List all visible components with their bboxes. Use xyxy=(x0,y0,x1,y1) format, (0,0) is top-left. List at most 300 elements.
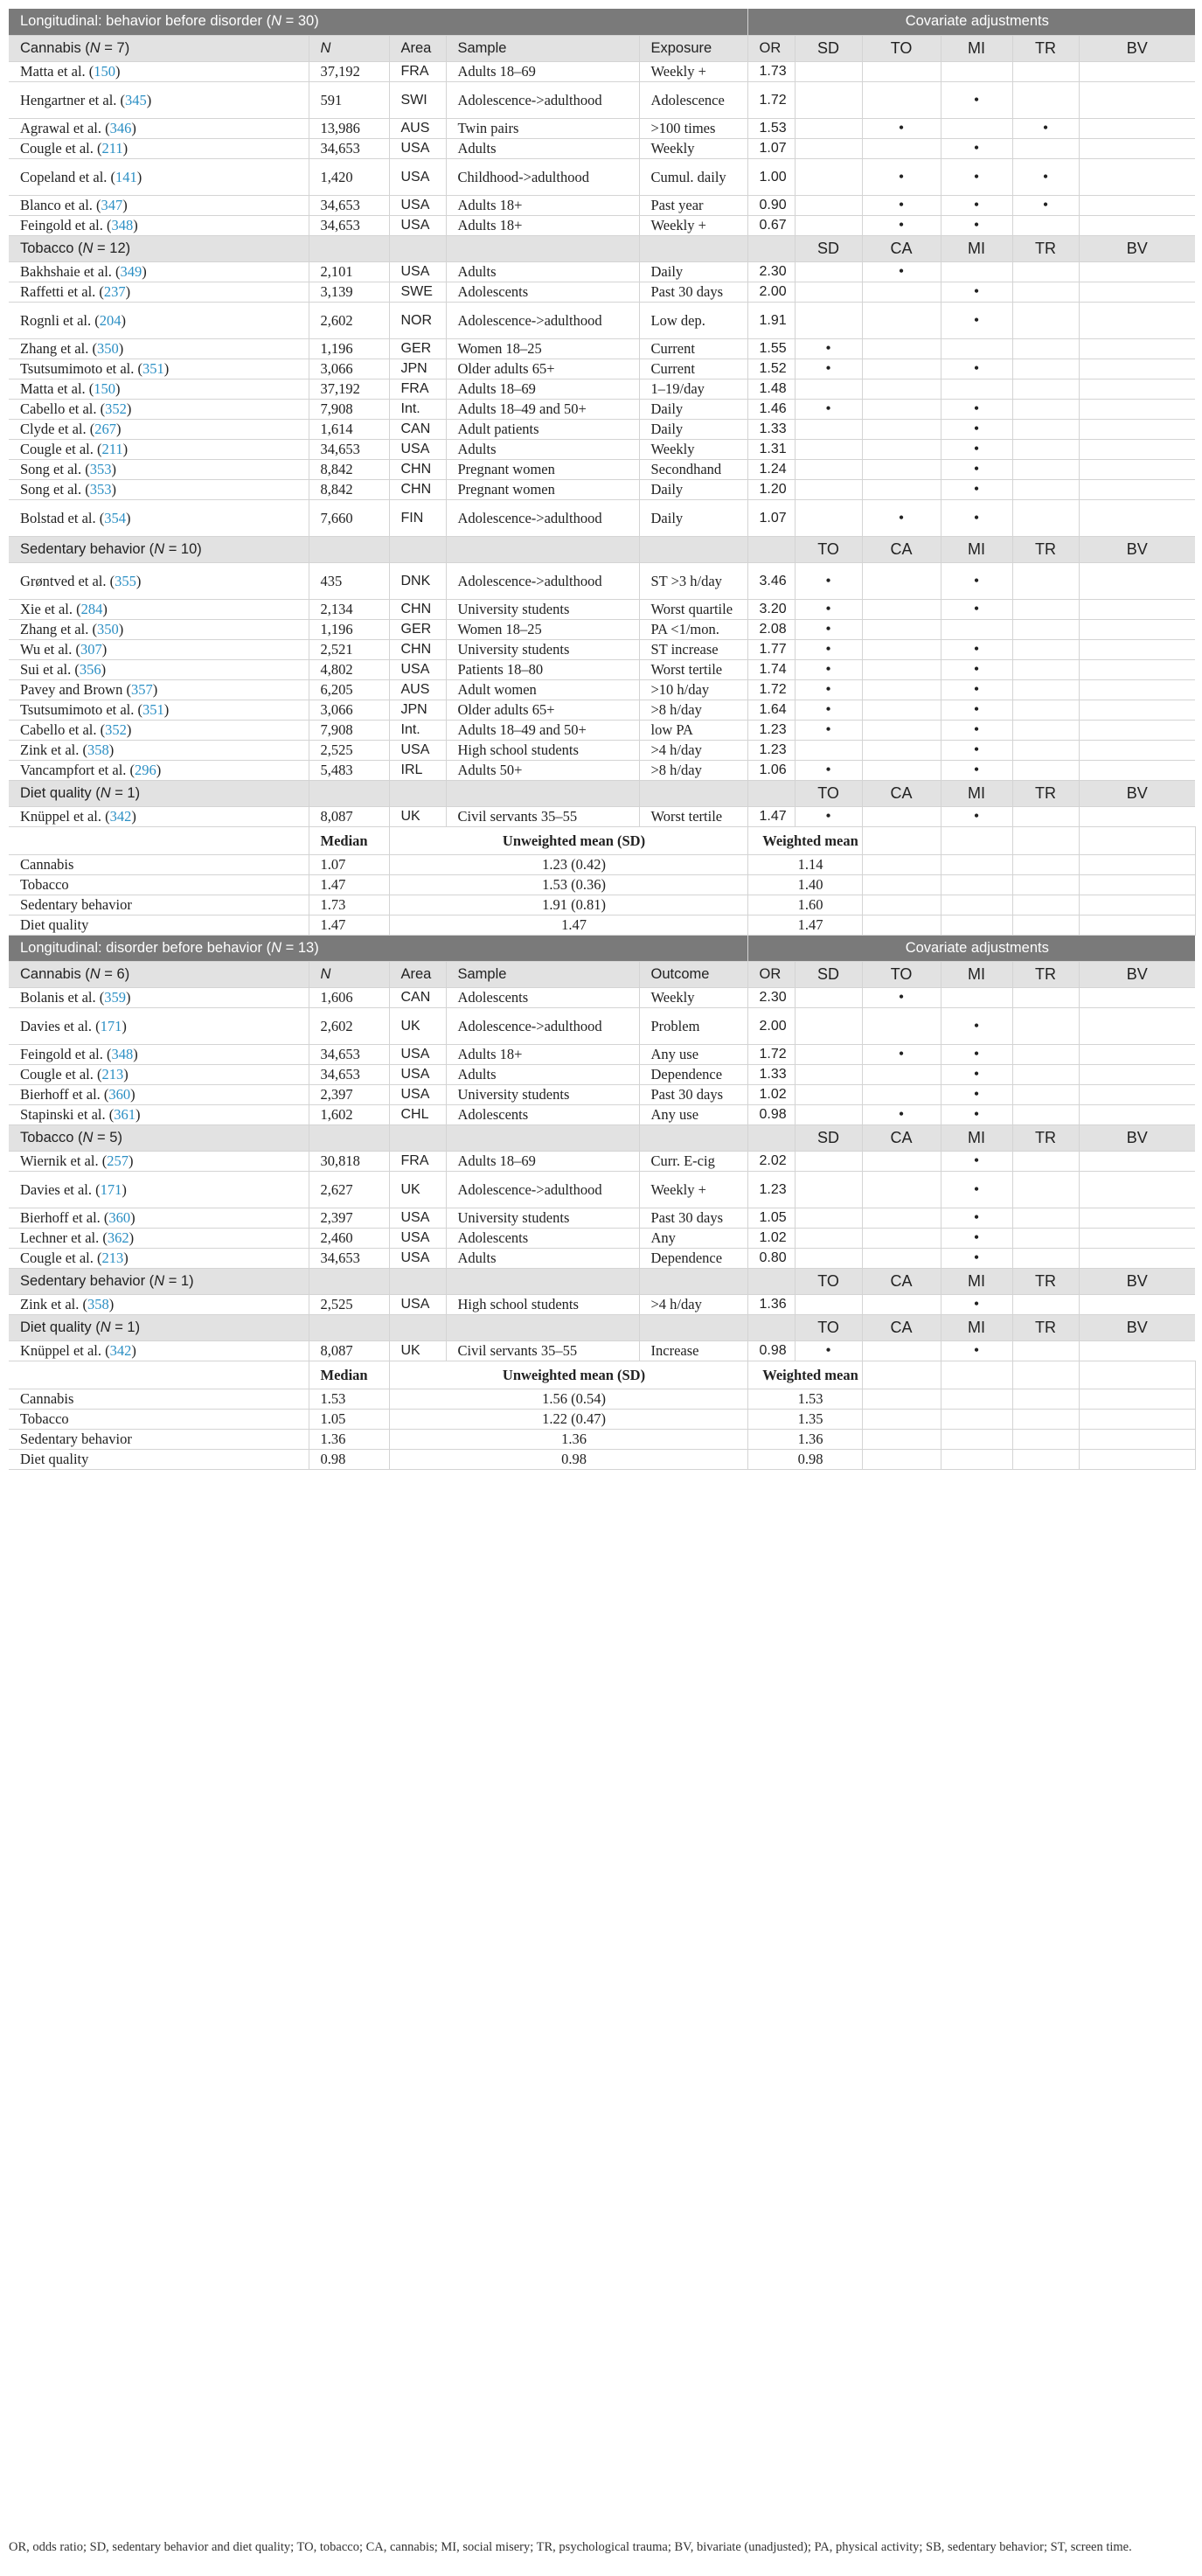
covariate-dot xyxy=(941,261,1012,282)
reference-link[interactable]: 257 xyxy=(107,1152,129,1169)
reference-link[interactable]: 150 xyxy=(94,380,116,397)
odds-ratio: 1.46 xyxy=(747,399,795,419)
author-text: Bolanis et al. ( xyxy=(20,989,105,1006)
covariate-dot: • xyxy=(941,720,1012,740)
exposure: Weekly xyxy=(639,138,747,158)
summary-header-weighted: Weighted mean xyxy=(747,826,862,854)
covariate-dot xyxy=(1012,562,1079,599)
covariate-dot xyxy=(1079,499,1195,536)
area: AUS xyxy=(389,679,446,700)
sample: Civil servants 35–55 xyxy=(446,1340,639,1361)
column-header: MI xyxy=(941,35,1012,61)
summary-blank xyxy=(862,854,941,874)
column-header: MI xyxy=(941,961,1012,987)
covariate-dot: • xyxy=(941,1104,1012,1124)
summary-blank xyxy=(862,826,941,854)
column-header: SD xyxy=(795,961,862,987)
author-close: ) xyxy=(136,168,142,185)
sample: Adults 18–49 and 50+ xyxy=(446,399,639,419)
summary-label: Diet quality xyxy=(9,1449,309,1469)
sample: Pregnant women xyxy=(446,479,639,499)
reference-link[interactable]: 284 xyxy=(80,601,103,617)
author-close: ) xyxy=(133,1046,138,1062)
author-text: Zhang et al. ( xyxy=(20,340,97,357)
study-author xyxy=(9,338,309,359)
covariate-dot xyxy=(1079,338,1195,359)
summary-unweighted: 1.36 xyxy=(389,1429,747,1449)
study-row xyxy=(9,459,1195,479)
exposure: Past 30 days xyxy=(639,1208,747,1228)
area: Int. xyxy=(389,399,446,419)
covariate-dot xyxy=(1079,1248,1195,1268)
summary-row xyxy=(9,915,1195,935)
sample-size: 7,908 xyxy=(309,720,389,740)
covariate-dot xyxy=(862,399,941,419)
label-post: = 7) xyxy=(100,39,130,56)
author-text: Lechner et al. ( xyxy=(20,1229,108,1246)
area: Int. xyxy=(389,720,446,740)
sample-size: 2,602 xyxy=(309,1007,389,1044)
covariate-dot xyxy=(862,639,941,659)
odds-ratio: 2.30 xyxy=(747,261,795,282)
reference-link[interactable]: 213 xyxy=(101,1250,124,1266)
odds-ratio: 1.55 xyxy=(747,338,795,359)
reference-link[interactable]: 354 xyxy=(104,509,126,526)
exposure: Worst tertile xyxy=(639,806,747,826)
column-header: N xyxy=(309,35,389,61)
study-author xyxy=(9,720,309,740)
study-author xyxy=(9,1340,309,1361)
label-n: N xyxy=(100,784,111,801)
study-row xyxy=(9,118,1195,138)
exposure: Secondhand xyxy=(639,459,747,479)
author-text: Blanco et al. ( xyxy=(20,197,101,213)
column-header: Exposure xyxy=(639,35,747,61)
area: USA xyxy=(389,261,446,282)
exposure: low PA xyxy=(639,720,747,740)
covariate-dot: • xyxy=(795,599,862,619)
odds-ratio: 1.07 xyxy=(747,499,795,536)
covariate-dot xyxy=(862,1171,941,1208)
area: USA xyxy=(389,659,446,679)
covariate-dot: • xyxy=(941,1171,1012,1208)
covariate-label: Covariate adjustments xyxy=(747,935,1195,961)
reference-link[interactable]: 360 xyxy=(108,1209,131,1226)
reference-link[interactable]: 356 xyxy=(79,661,101,678)
group-label xyxy=(9,35,309,61)
covariate-dot xyxy=(795,987,862,1007)
odds-ratio: 0.80 xyxy=(747,1248,795,1268)
sample: Adolescence->adulthood xyxy=(446,81,639,118)
odds-ratio: 1.72 xyxy=(747,1044,795,1064)
study-author xyxy=(9,459,309,479)
study-author xyxy=(9,1151,309,1171)
covariate-dot xyxy=(941,987,1012,1007)
study-author xyxy=(9,679,309,700)
summary-unweighted: 1.22 (0.47) xyxy=(389,1409,747,1429)
author-close: ) xyxy=(142,263,147,280)
reference-link[interactable]: 353 xyxy=(89,481,112,498)
covariate-dot xyxy=(862,379,941,399)
author-close: ) xyxy=(101,661,107,678)
covariate-dot xyxy=(1012,1294,1079,1314)
covariate-dot: • xyxy=(1012,118,1079,138)
reference-link[interactable]: 348 xyxy=(111,1046,134,1062)
sample: Adolescence->adulthood xyxy=(446,562,639,599)
reference-link[interactable]: 171 xyxy=(100,1180,122,1198)
column-header: Area xyxy=(389,961,446,987)
summary-blank xyxy=(1012,854,1079,874)
sample: Civil servants 35–55 xyxy=(446,806,639,826)
column-header: BV xyxy=(1079,780,1195,806)
study-author xyxy=(9,1064,309,1084)
covariate-dot xyxy=(795,138,862,158)
label-pre: Tobacco ( xyxy=(20,1129,83,1145)
area: FRA xyxy=(389,379,446,399)
covariate-dot xyxy=(1079,1064,1195,1084)
covariate-dot xyxy=(862,619,941,639)
study-row xyxy=(9,81,1195,118)
column-header xyxy=(309,1314,389,1340)
sample-size: 1,420 xyxy=(309,158,389,195)
study-author xyxy=(9,261,309,282)
column-header: BV xyxy=(1079,1314,1195,1340)
covariate-dot xyxy=(1079,195,1195,215)
author-text: Knüppel et al. ( xyxy=(20,1342,110,1359)
study-author xyxy=(9,81,309,118)
covariate-dot xyxy=(795,1294,862,1314)
sample: Adult women xyxy=(446,679,639,700)
study-row xyxy=(9,1294,1195,1314)
covariate-dot xyxy=(1012,639,1079,659)
column-header xyxy=(446,1314,639,1340)
author-text: Cabello et al. ( xyxy=(20,400,106,417)
reference-link[interactable]: 361 xyxy=(114,1106,135,1123)
study-row xyxy=(9,215,1195,235)
covariate-dot: • xyxy=(941,1044,1012,1064)
covariate-dot: • xyxy=(795,760,862,780)
author-close: ) xyxy=(111,481,116,498)
area: CHN xyxy=(389,479,446,499)
area: DNK xyxy=(389,562,446,599)
covariate-dot xyxy=(1079,261,1195,282)
label-pre: Longitudinal: disorder before behavior ( xyxy=(20,939,272,956)
odds-ratio: 2.30 xyxy=(747,987,795,1007)
summary-blank xyxy=(1079,1389,1195,1409)
covariate-dot: • xyxy=(862,215,941,235)
sample: University students xyxy=(446,1208,639,1228)
summary-weighted: 1.47 xyxy=(747,915,862,935)
column-header xyxy=(639,1314,747,1340)
group-label xyxy=(9,536,309,562)
covariate-dot xyxy=(862,419,941,439)
exposure: Current xyxy=(639,338,747,359)
exposure: Low dep. xyxy=(639,302,747,338)
exposure: Increase xyxy=(639,1340,747,1361)
covariate-dot xyxy=(1012,599,1079,619)
covariate-dot xyxy=(1012,659,1079,679)
odds-ratio: 2.02 xyxy=(747,1151,795,1171)
author-text: Zhang et al. ( xyxy=(20,621,97,637)
reference-link[interactable]: 307 xyxy=(80,641,102,658)
reference-link[interactable]: 345 xyxy=(125,91,147,108)
exposure: Any use xyxy=(639,1044,747,1064)
covariate-dot xyxy=(795,499,862,536)
reference-link[interactable]: 350 xyxy=(96,340,119,357)
area: USA xyxy=(389,740,446,760)
reference-link[interactable]: 342 xyxy=(109,808,132,825)
author-close: ) xyxy=(163,701,170,718)
reference-link[interactable]: 347 xyxy=(101,197,123,213)
study-author xyxy=(9,659,309,679)
sample: Pregnant women xyxy=(446,459,639,479)
summary-blank xyxy=(941,1389,1012,1409)
column-header: TR xyxy=(1012,35,1079,61)
odds-ratio: 1.06 xyxy=(747,760,795,780)
covariate-dot xyxy=(795,118,862,138)
exposure: Worst tertile xyxy=(639,659,747,679)
evidence-table xyxy=(9,9,1195,1470)
reference-link[interactable]: 357 xyxy=(130,681,153,698)
author-text: Davies et al. ( xyxy=(20,1180,101,1198)
sample-size: 34,653 xyxy=(309,138,389,158)
sample: Adolescence->adulthood xyxy=(446,302,639,338)
covariate-label: Covariate adjustments xyxy=(747,9,1195,35)
covariate-dot xyxy=(1079,399,1195,419)
sample-size: 591 xyxy=(309,81,389,118)
covariate-dot xyxy=(1079,1151,1195,1171)
study-author xyxy=(9,806,309,826)
covariate-dot xyxy=(1079,459,1195,479)
reference-link[interactable]: 348 xyxy=(111,217,134,233)
sample: University students xyxy=(446,1084,639,1104)
covariate-dot: • xyxy=(941,740,1012,760)
study-row xyxy=(9,639,1195,659)
summary-blank xyxy=(862,915,941,935)
reference-link[interactable]: 346 xyxy=(109,120,132,136)
summary-blank xyxy=(1079,854,1195,874)
area: USA xyxy=(389,215,446,235)
column-header: MI xyxy=(941,1314,1012,1340)
reference-link[interactable]: 351 xyxy=(142,360,164,377)
odds-ratio: 1.20 xyxy=(747,479,795,499)
covariate-dot xyxy=(1079,215,1195,235)
reference-link[interactable]: 213 xyxy=(101,1066,124,1083)
odds-ratio: 1.48 xyxy=(747,379,795,399)
reference-link[interactable]: 349 xyxy=(120,263,142,280)
author-text: Stapinski et al. ( xyxy=(20,1106,115,1123)
author-text: Bolstad et al. ( xyxy=(20,509,105,526)
reference-link[interactable]: 237 xyxy=(103,283,126,300)
covariate-dot xyxy=(795,439,862,459)
reference-link[interactable]: 352 xyxy=(105,721,127,738)
reference-link[interactable]: 296 xyxy=(135,762,156,778)
author-text: Song et al. ( xyxy=(20,461,90,477)
area: USA xyxy=(389,1044,446,1064)
reference-link[interactable]: 352 xyxy=(105,400,127,417)
reference-link[interactable]: 267 xyxy=(94,421,116,437)
covariate-dot xyxy=(862,338,941,359)
author-text: Hengartner et al. ( xyxy=(20,91,126,108)
study-row xyxy=(9,1044,1195,1064)
reference-link[interactable]: 358 xyxy=(87,741,109,758)
label-n: N xyxy=(82,1129,94,1145)
author-text: Rognli et al. ( xyxy=(20,311,100,329)
covariate-dot xyxy=(1012,1228,1079,1248)
author-close: ) xyxy=(123,1066,129,1083)
author-text: Wiernik et al. ( xyxy=(20,1152,108,1169)
covariate-dot: • xyxy=(941,599,1012,619)
author-text: Bierhoff et al. ( xyxy=(20,1086,109,1103)
study-author xyxy=(9,987,309,1007)
sample-size: 34,653 xyxy=(309,439,389,459)
reference-link[interactable]: 358 xyxy=(87,1296,109,1312)
author-close: ) xyxy=(115,63,121,80)
covariate-dot xyxy=(1012,338,1079,359)
column-header: N xyxy=(309,961,389,987)
summary-blank xyxy=(1079,1429,1195,1449)
covariate-dot: • xyxy=(862,1044,941,1064)
covariate-dot: • xyxy=(862,1104,941,1124)
covariate-dot xyxy=(1079,806,1195,826)
odds-ratio: 1.02 xyxy=(747,1228,795,1248)
covariate-dot xyxy=(1079,61,1195,81)
section-title-row xyxy=(9,9,1195,35)
reference-link[interactable]: 350 xyxy=(96,621,119,637)
covariate-dot: • xyxy=(862,158,941,195)
sample-size: 3,066 xyxy=(309,700,389,720)
covariate-dot xyxy=(1079,659,1195,679)
reference-link[interactable]: 362 xyxy=(107,1229,129,1246)
summary-header-median: Median xyxy=(309,1361,389,1389)
summary-blank xyxy=(1012,1409,1079,1429)
column-header: BV xyxy=(1079,35,1195,61)
column-header: TO xyxy=(862,35,941,61)
summary-blank xyxy=(862,1389,941,1409)
covariate-dot xyxy=(795,61,862,81)
sample-size: 13,986 xyxy=(309,118,389,138)
reference-link[interactable]: 150 xyxy=(94,63,116,80)
area: GER xyxy=(389,619,446,639)
covariate-dot xyxy=(862,479,941,499)
summary-label: Sedentary behavior xyxy=(9,895,309,915)
exposure: Any xyxy=(639,1228,747,1248)
column-header xyxy=(389,1314,446,1340)
covariate-dot xyxy=(1079,562,1195,599)
summary-weighted: 0.98 xyxy=(747,1449,862,1469)
author-close: ) xyxy=(135,572,142,589)
covariate-dot: • xyxy=(1012,195,1079,215)
covariate-dot xyxy=(795,282,862,302)
sample: Adults 18–69 xyxy=(446,1151,639,1171)
reference-link[interactable]: 351 xyxy=(142,701,164,718)
reference-link[interactable]: 359 xyxy=(104,989,126,1006)
summary-row xyxy=(9,874,1195,895)
area: JPN xyxy=(389,700,446,720)
summary-median: 1.47 xyxy=(309,874,389,895)
author-close: ) xyxy=(108,1296,115,1312)
covariate-dot xyxy=(1079,138,1195,158)
summary-blank xyxy=(1012,915,1079,935)
summary-header-row xyxy=(9,826,1195,854)
covariate-dot xyxy=(1012,61,1079,81)
column-header: Sample xyxy=(446,35,639,61)
reference-link[interactable]: 360 xyxy=(108,1086,131,1103)
reference-link[interactable]: 211 xyxy=(101,441,123,457)
covariate-dot xyxy=(862,562,941,599)
reference-link[interactable]: 141 xyxy=(115,168,137,185)
summary-blank xyxy=(1012,1429,1079,1449)
summary-weighted: 1.36 xyxy=(747,1429,862,1449)
area: GER xyxy=(389,338,446,359)
sample: Women 18–25 xyxy=(446,619,639,639)
covariate-dot xyxy=(862,760,941,780)
sample-size: 1,614 xyxy=(309,419,389,439)
odds-ratio: 1.02 xyxy=(747,1084,795,1104)
study-author xyxy=(9,740,309,760)
covariate-dot xyxy=(1012,760,1079,780)
covariate-dot xyxy=(795,1171,862,1208)
reference-link[interactable]: 171 xyxy=(100,1017,122,1034)
study-author xyxy=(9,760,309,780)
study-author xyxy=(9,359,309,379)
study-author xyxy=(9,700,309,720)
label-n: N xyxy=(100,1319,111,1335)
odds-ratio: 1.73 xyxy=(747,61,795,81)
summary-row xyxy=(9,1409,1195,1429)
label-post: = 13) xyxy=(281,939,319,956)
author-close: ) xyxy=(122,441,129,457)
sample: Adults 18+ xyxy=(446,1044,639,1064)
author-text: Sui et al. ( xyxy=(20,661,80,678)
covariate-dot xyxy=(1012,1044,1079,1064)
author-text: Feingold et al. ( xyxy=(20,217,112,233)
reference-link[interactable]: 355 xyxy=(115,572,136,589)
covariate-dot: • xyxy=(795,1340,862,1361)
sample-size: 3,066 xyxy=(309,359,389,379)
sample-size: 2,134 xyxy=(309,599,389,619)
column-header xyxy=(309,1268,389,1294)
author-close: ) xyxy=(118,340,124,357)
sample: Adolescents xyxy=(446,282,639,302)
label-post: = 5) xyxy=(93,1129,122,1145)
covariate-dot xyxy=(795,1248,862,1268)
reference-link[interactable]: 204 xyxy=(99,311,122,329)
reference-link[interactable]: 211 xyxy=(101,140,123,157)
column-header: MI xyxy=(941,235,1012,261)
reference-link[interactable]: 342 xyxy=(109,1342,132,1359)
covariate-dot: • xyxy=(941,806,1012,826)
table-footnote: OR, odds ratio; SD, sedentary behavior and diet quality; TO, tobacco; CA, cannabis; MI, social misery; TR, psychological trauma; BV, bivariate (unadjusted); PA, physical activity; SB, sedentary behavior; ST, screen time. xyxy=(9,2540,1132,2554)
summary-blank xyxy=(941,874,1012,895)
exposure: Weekly + xyxy=(639,215,747,235)
group-header-row xyxy=(9,1314,1195,1340)
covariate-dot: • xyxy=(941,1208,1012,1228)
covariate-dot xyxy=(1079,302,1195,338)
covariate-dot xyxy=(1079,700,1195,720)
exposure: Curr. E-cig xyxy=(639,1151,747,1171)
sample: Adults 50+ xyxy=(446,760,639,780)
column-header xyxy=(389,780,446,806)
covariate-dot xyxy=(1079,987,1195,1007)
author-close: ) xyxy=(129,1229,135,1246)
sample: Adult patients xyxy=(446,419,639,439)
covariate-dot xyxy=(1079,359,1195,379)
odds-ratio: 3.46 xyxy=(747,562,795,599)
area: SWI xyxy=(389,81,446,118)
author-text: Copeland et al. ( xyxy=(20,168,116,185)
reference-link[interactable]: 353 xyxy=(89,461,112,477)
